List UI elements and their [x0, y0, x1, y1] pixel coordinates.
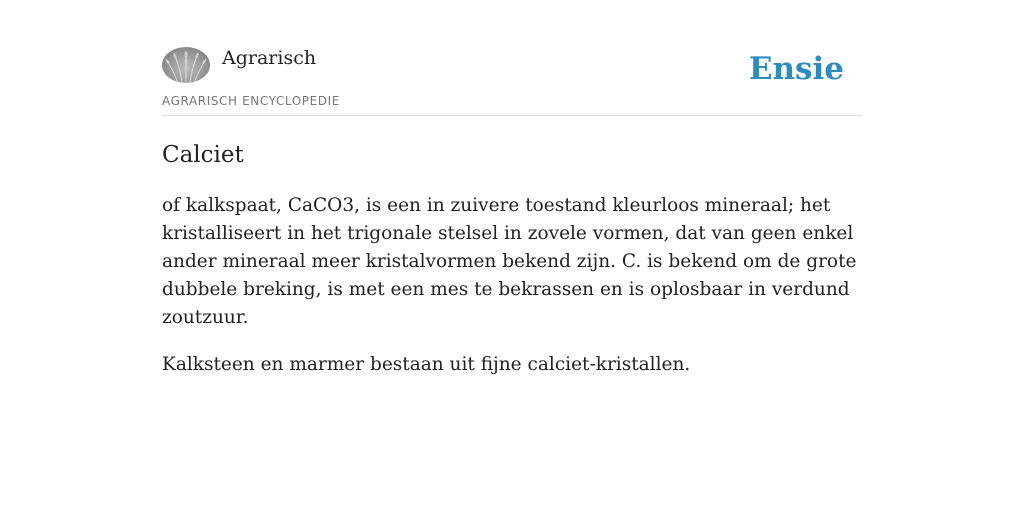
article-body: [162, 192, 862, 398]
wheat-icon-graphic: [162, 47, 210, 83]
content-container: [162, 0, 862, 375]
article-paragraph: Kalksteen en marmer bestaan uit fijne calciet-kristallen.: [162, 354, 691, 375]
brand-logo-link[interactable]: Ensie: [748, 51, 844, 87]
wheat-icon[interactable]: [162, 47, 210, 83]
site-header: [162, 0, 862, 116]
article-title: Calciet: [162, 142, 244, 168]
article-paragraph: of kalkspaat, CaCO3, is een in zuivere toestand kleurloos mineraal; het kristalliseert in het trigonale stelsel in zovele vormen, dat van geen enkel ander mineraal meer kristalvormen bekend zijn. C. is bekend om de grote dubbele breking, is met een mes te bekrassen en is oplosbaar in verdund zoutzuur.: [162, 195, 857, 328]
site-subtitle-link[interactable]: AGRARISCH ENCYCLOPEDIE: [162, 94, 340, 108]
site-name-link[interactable]: Agrarisch: [222, 47, 317, 69]
